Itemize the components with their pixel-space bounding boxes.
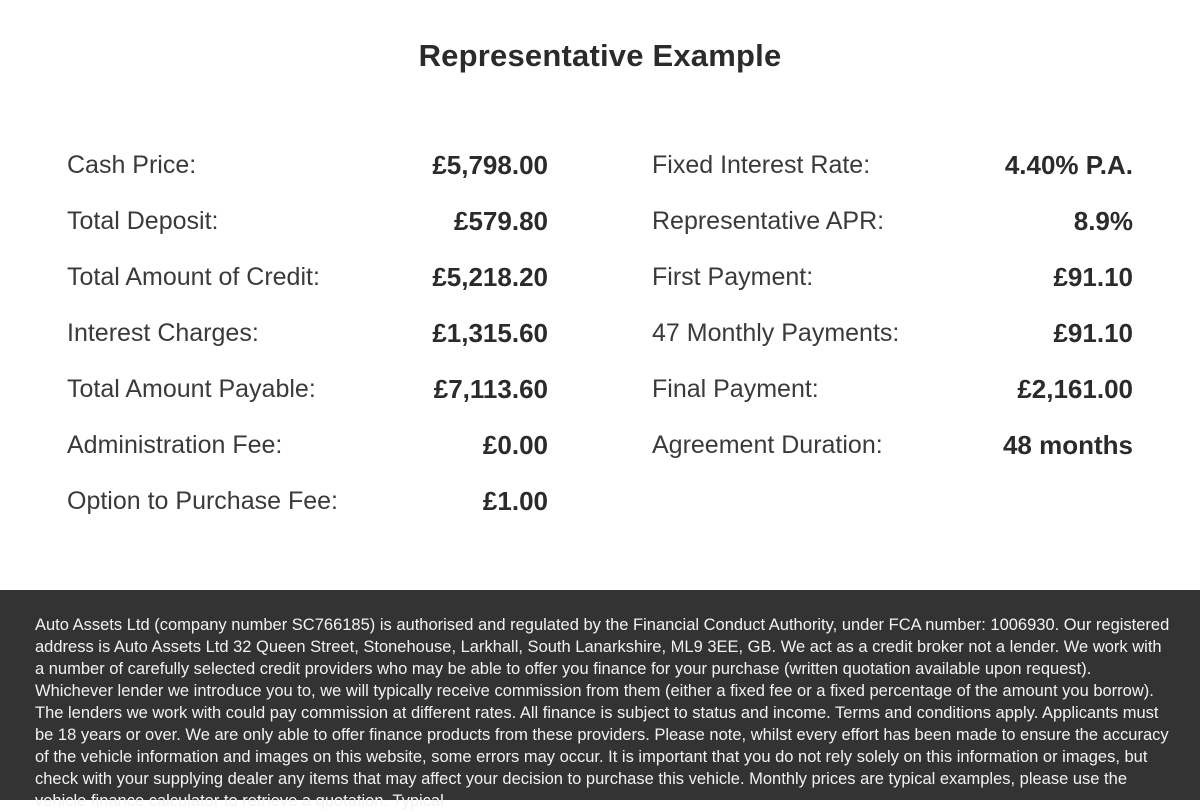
row-label: Cash Price: <box>67 150 197 179</box>
row-label: Option to Purchase Fee: <box>67 486 338 515</box>
row-value: 8.9% <box>1073 205 1133 236</box>
finance-row-agreement-duration <box>652 417 1133 473</box>
row-value: 4.40% P.A. <box>1004 149 1133 180</box>
finance-details-left-column <box>67 137 548 529</box>
row-label: Administration Fee: <box>67 430 283 459</box>
row-value: £5,798.00 <box>432 149 548 180</box>
finance-row-representative-apr <box>652 193 1133 249</box>
row-value: £0.00 <box>482 429 548 460</box>
row-value: £91.10 <box>1053 261 1133 292</box>
row-value: £579.80 <box>454 205 548 236</box>
row-label: Final Payment: <box>652 374 819 403</box>
finance-row-monthly-payments <box>652 305 1133 361</box>
row-label: Total Amount of Credit: <box>67 262 320 291</box>
row-value: £1,315.60 <box>432 317 548 348</box>
row-label: Representative APR: <box>652 206 885 235</box>
row-label: Interest Charges: <box>67 318 259 347</box>
legal-footer <box>0 590 1200 810</box>
section-title: Representative Example <box>418 38 782 73</box>
finance-row-cash-price <box>67 137 548 193</box>
row-label: 47 Monthly Payments: <box>652 318 900 347</box>
row-value: £2,161.00 <box>1017 373 1133 404</box>
fca-disclaimer-text: Auto Assets Ltd (company number SC766185) is authorised and regulated by the Financial Conduct Authority, under FCA number: 1006930. Our registered address is Auto Assets Ltd 32 Queen Street, Stonehouse, Larkhall, South Lanarkshire, ML9 3EE, GB. We act as a credit broker not a lender. We work with a number of carefully selected credit providers who may be able to offer you finance for your purchase (written quotation available upon request). Whichever lender we introduce you to, we will typically receive commission from them (either a fixed fee or a fixed percentage of the amount you borrow). The lenders we work with could pay commission at different rates. All finance is subject to status and income. Terms and conditions apply. Applicants must be 18 years or over. We are only able to offer finance products from these providers. Please note, whilst every effort has been made to ensure the accuracy of the vehicle information and images on this website, some errors may occur. It is important that you do not rely solely on this information or images, but check with your supplying dealer any items that may affect your decision to purchase this vehicle. Monthly prices are typical examples, please use the vehicle finance calculator to retrieve a quotation. Typical <box>35 616 1170 810</box>
finance-row-total-deposit <box>67 193 548 249</box>
finance-row-fixed-interest-rate <box>652 137 1133 193</box>
row-label: Agreement Duration: <box>652 430 883 459</box>
row-value: £7,113.60 <box>433 373 548 404</box>
finance-row-total-amount-of-credit <box>67 249 548 305</box>
finance-row-interest-charges <box>67 305 548 361</box>
row-label: Fixed Interest Rate: <box>652 150 871 179</box>
row-label: First Payment: <box>652 262 814 291</box>
row-value: £91.10 <box>1053 317 1133 348</box>
finance-row-total-amount-payable <box>67 361 548 417</box>
row-label: Total Amount Payable: <box>67 374 316 403</box>
finance-row-first-payment <box>652 249 1133 305</box>
finance-details-right-column <box>652 137 1133 473</box>
row-value: £1.00 <box>482 485 548 516</box>
row-label: Total Deposit: <box>67 206 219 235</box>
finance-row-administration-fee <box>67 417 548 473</box>
finance-row-final-payment <box>652 361 1133 417</box>
finance-row-option-to-purchase-fee <box>67 473 548 529</box>
row-value: £5,218.20 <box>432 261 548 292</box>
row-value: 48 months <box>1002 429 1133 460</box>
